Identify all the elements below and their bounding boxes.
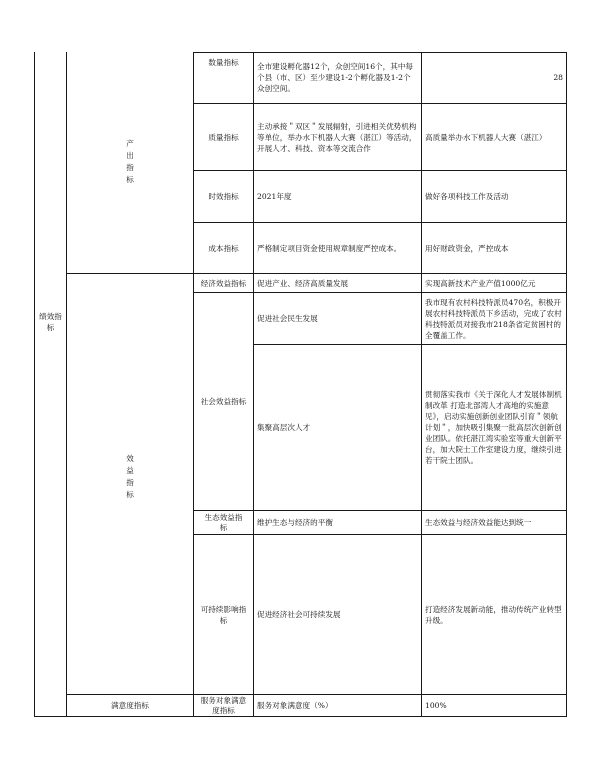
target-social-livelihood: 我市现有农村科技特派员470名，积极开展农村科技特派员下乡活动，完成了农村科技特派员对接我市218条省定贫困村的全覆盖工作。 xyxy=(425,297,562,340)
indicator-economic-benefit: 经济效益指标 xyxy=(200,278,247,288)
content-service-satisfaction: 服务对象满意度（%） xyxy=(257,701,333,710)
target-ecological-benefit: 生态效益与经济效益能达到统一 xyxy=(425,518,532,527)
content-high-level-talent: 集聚高层次人才 xyxy=(257,423,311,432)
content-ecological-benefit: 维护生态与经济的平衡 xyxy=(257,518,333,527)
target-service-satisfaction: 100% xyxy=(425,701,447,710)
indicator-timeliness: 时效指标 xyxy=(208,192,239,201)
indicator-social-benefit: 社会效益指标 xyxy=(200,397,247,406)
target-quality: 高质量举办水下机器人大赛（湛江） xyxy=(425,132,547,142)
content-quantity: 全市建设孵化器12个，众创空间16个，其中每个县（市、区）至少建设1-2个孵化器及1-2个众创空间。 xyxy=(257,61,414,93)
indicator-quality: 质量指标 xyxy=(208,132,239,142)
target-sustainable-impact: 打造经济发展新动能，推动传统产业转型升级。 xyxy=(425,604,562,625)
satisfaction-indicator-group: 满意度指标 xyxy=(111,701,149,710)
benefit-indicator-group: 效 益 指 标 xyxy=(126,454,134,499)
target-economic-benefit: 实现高新技术产业产值1000亿元 xyxy=(425,278,536,288)
indicator-quantity: 数量指标 xyxy=(208,58,239,67)
indicator-cost: 成本指标 xyxy=(208,243,239,253)
content-timeliness: 2021年度 xyxy=(257,192,292,201)
level1-indicator-label: 绩效指 标 xyxy=(39,312,62,332)
content-sustainable-impact: 促进经济社会可持续发展 xyxy=(257,610,341,619)
target-high-level-talent: 贯彻落实我市《关于深化人才发展体制机制改革 打造北部湾人才高地的实施意见》，启动实施创新创业团队引育＂领航计划＂，加快吸引集聚一批高层次创新创业团队。依托湛江湾实验室等重大创新平台，加大院士工作室建设力度，继续引进若干院士团队。 xyxy=(425,390,562,465)
indicator-ecological-benefit: 生态效益指标 xyxy=(204,512,243,532)
indicator-service-satisfaction: 服务对象满意度指标 xyxy=(200,695,247,715)
content-cost: 严格制定项目资金使用规章制度严控成本。 xyxy=(257,243,402,253)
indicator-sustainable-impact: 可持续影响指标 xyxy=(200,604,247,625)
performance-indicator-table xyxy=(34,52,567,717)
target-timeliness: 做好各项科技工作及活动 xyxy=(425,192,509,201)
content-economic-benefit: 促进产业、经济高质量发展 xyxy=(257,278,349,288)
content-social-livelihood: 促进社会民生发展 xyxy=(257,314,318,323)
target-quantity: 28 xyxy=(553,72,563,82)
content-quality: 主动承接＂双区＂发展辐射，引进相关优势机构等单位，举办水下机器人大赛（湛江）等活动，开展人才、科技、资本等交流合作 xyxy=(257,121,417,153)
output-indicator-group: 产 出 指 标 xyxy=(126,139,134,184)
target-cost: 用好财政资金，严控成本 xyxy=(425,243,509,253)
